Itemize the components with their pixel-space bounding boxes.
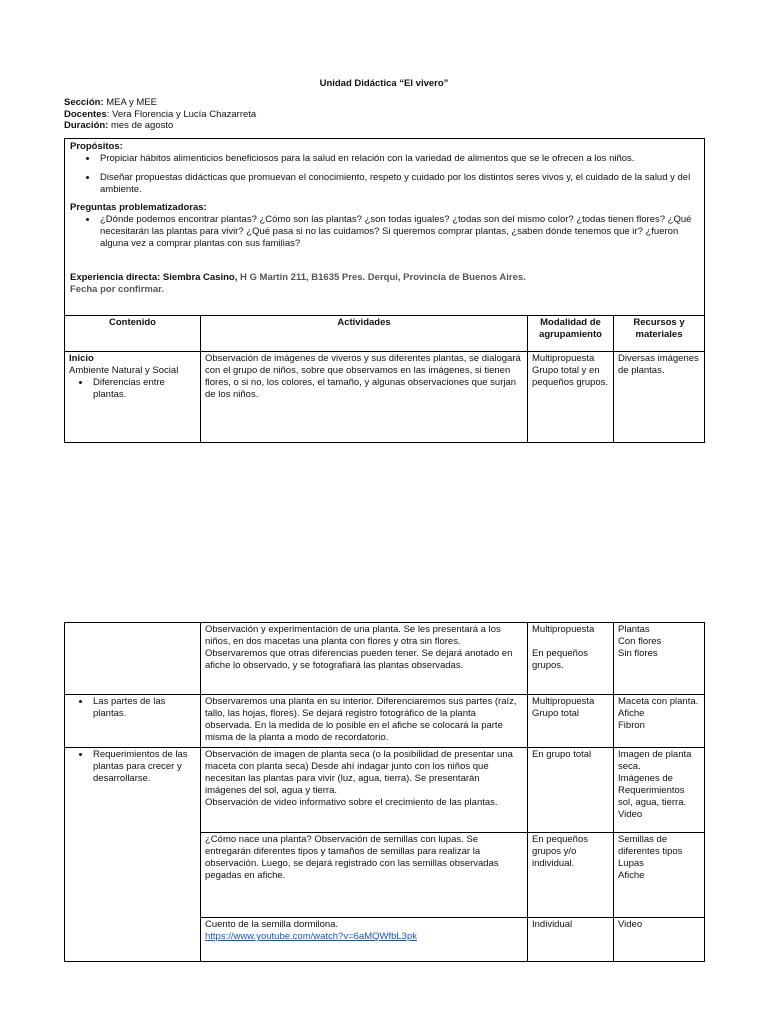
proposito-item: • Diseñar propuestas didácticas que promuevan el conocimiento, respeto y cuidado por los distintos seres vivos y, el cuidado de la salud y del ambiente. [98, 172, 699, 196]
recurso-item: Con flores [618, 636, 662, 647]
unit-meta [64, 97, 256, 132]
table-row [65, 695, 705, 748]
header-modalidad: Modalidad de agrupamiento [528, 316, 614, 352]
recursos-cell [614, 748, 705, 833]
table-row [65, 748, 705, 833]
modalidad-text: En pequeños grupos. [532, 648, 588, 671]
actividad-text: Cuento de la semilla dormilona. [205, 919, 339, 930]
modalidad-cell: En grupo total [528, 748, 614, 833]
recursos-cell [614, 695, 705, 748]
modalidad-cell: Multipropuesta Grupo total y en pequeños grupos. [528, 352, 614, 443]
duracion-line [64, 120, 256, 132]
modalidad-cell: Multipropuesta Grupo total [528, 695, 614, 748]
recursos-cell: Diversas imágenes de plantas. [614, 352, 705, 443]
docentes-line [64, 109, 256, 121]
duracion-label: Duración: [64, 120, 109, 131]
contenido-bullet: • Diferencias entre plantas. [91, 377, 196, 401]
recursos-cell: Video [614, 918, 705, 962]
recurso-item: Video [618, 809, 643, 820]
seccion-value: MEA y MEE [103, 97, 157, 108]
table-row [65, 623, 705, 695]
recurso-item: Plantas [618, 624, 650, 635]
experiencia-line [70, 272, 699, 284]
actividad-cell [201, 918, 528, 962]
docentes-label: Docentes [64, 108, 107, 120]
modalidad-cell: En pequeños grupos y/o individual. [528, 833, 614, 918]
recursos-cell [614, 833, 705, 918]
header-actividades: Actividades [201, 316, 528, 352]
actividad-text: Observación de video informativo sobre el crecimiento de las plantas. [205, 797, 498, 808]
contenido-text: Ambiente Natural y Social [69, 365, 179, 376]
actividad-cell [201, 748, 528, 833]
proposito-item: • Propiciar hábitos alimenticios beneficiosos para la salud en relación con la variedad de alimentos que se le ofrecen a los niños. [98, 153, 699, 165]
contenido-bullet: • Las partes de las plantas. [91, 696, 196, 720]
recurso-item: Fibron [618, 720, 645, 731]
propositos-list [70, 153, 699, 196]
fecha-text: Fecha por confirmar. [70, 284, 164, 295]
modalidad-cell: Individual [528, 918, 614, 962]
seccion-line [64, 97, 256, 109]
recurso-item: Imagen de planta seca. [618, 749, 692, 772]
contenido-cell [65, 623, 201, 695]
preguntas-heading: Preguntas problematizadoras: [70, 202, 207, 213]
recurso-item: Imágenes de Requerimientos sol, agua, tierra. [618, 773, 687, 808]
actividad-cell: Observaremos una planta en su interior. Diferenciaremos sus partes (raíz, tallo, las hojas, flores). Se dejará registro fotográfico de la planta observada. En la medida de lo posible en el afiche se colocará la parte misma de la planta a modo de recordatorio. [201, 695, 528, 748]
contenido-cell [65, 748, 201, 962]
table-row [65, 352, 705, 443]
recursos-cell [614, 623, 705, 695]
actividad-cell: Observación de imágenes de viveros y sus diferentes plantas, se dialogará con el grupo de niños, sobre que observamos en las imágenes, si tienen flores, o si no, los colores, el tamaño, y algunas observaciones que surjan de los niños. [201, 352, 528, 443]
contenido-list [69, 377, 196, 401]
actividad-cell: Observación y experimentación de una planta. Se les presentará a los niños, en dos macetas una planta con flores y otra sin flores. Observaremos que otras diferencias pueden tener. Se dejará anotado en afiche lo observado, y se fotografiará las plantas observadas. [201, 623, 528, 695]
video-link[interactable]: https://www.youtube.com/watch?v=6aMQWfbL3pk [205, 931, 418, 942]
recurso-item: Maceta con planta. [618, 696, 699, 707]
propositos-heading: Propósitos: [70, 141, 123, 152]
experiencia-label: Experiencia directa: Siembra Casino, [70, 272, 238, 283]
duracion-value: mes de agosto [108, 120, 174, 131]
actividad-cell: ¿Cómo nace una planta? Observación de semillas con lupas. Se entregarán diferentes tipos y tamaños de semillas para realizar la observación. Luego, se dejará registrado con las semillas observadas pegadas en afiche. [201, 833, 528, 918]
header-contenido: Contenido [65, 316, 201, 352]
propositos-cell [65, 139, 705, 316]
preguntas-list [70, 214, 699, 250]
seccion-label: Sección: [64, 97, 104, 108]
header-recursos: Recursos y materiales [614, 316, 705, 352]
modalidad-cell [528, 623, 614, 695]
contenido-title: Inicio [69, 353, 94, 364]
recurso-item: Lupas [618, 858, 644, 869]
header-row [65, 316, 705, 352]
contenido-cell [65, 695, 201, 748]
planning-table-page2 [64, 622, 705, 962]
experiencia-address: H G Martin 211, B1635 Pres. Derqui, Provincia de Buenos Aires. [237, 272, 526, 283]
recurso-item: Sin flores [618, 648, 658, 659]
propositos-row [65, 139, 705, 316]
contenido-list [69, 749, 196, 785]
recurso-item: Afiche [618, 708, 645, 719]
page-title: Unidad Didáctica “El vivero” [319, 78, 449, 89]
planning-table-page1 [64, 138, 705, 443]
modalidad-text: Multipropuesta [532, 624, 595, 635]
contenido-cell [65, 352, 201, 443]
contenido-bullet: • Requerimientos de las plantas para crecer y desarrollarse. [91, 749, 196, 785]
actividad-text: Observación de imagen de planta seca (o la posibilidad de presentar una maceta con planta seca) Desde ahí indagar junto con los niños que necesitan las plantas para vivir (luz, agua, tierra). Se presentarán imágenes del sol, agua y tierra. [205, 749, 513, 796]
docentes-value: : Vera Florencia y Lucía Chazarreta [106, 108, 257, 120]
recurso-item: Afiche [618, 870, 645, 881]
pregunta-item: • ¿Dónde podemos encontrar plantas? ¿Cómo son las plantas? ¿son todas iguales? ¿todas son del mismo color? ¿todas tienen flores? ¿Qué necesitarán las plantas para vivir? ¿Qué pasa si no las cuidamos? Si queremos comprar plantas, ¿saben dónde tenemos que ir? ¿fueron alguna vez a comprar plantas con sus familias? [98, 214, 699, 250]
recurso-item: Semillas de diferentes tipos [618, 834, 683, 857]
contenido-list [69, 696, 196, 720]
